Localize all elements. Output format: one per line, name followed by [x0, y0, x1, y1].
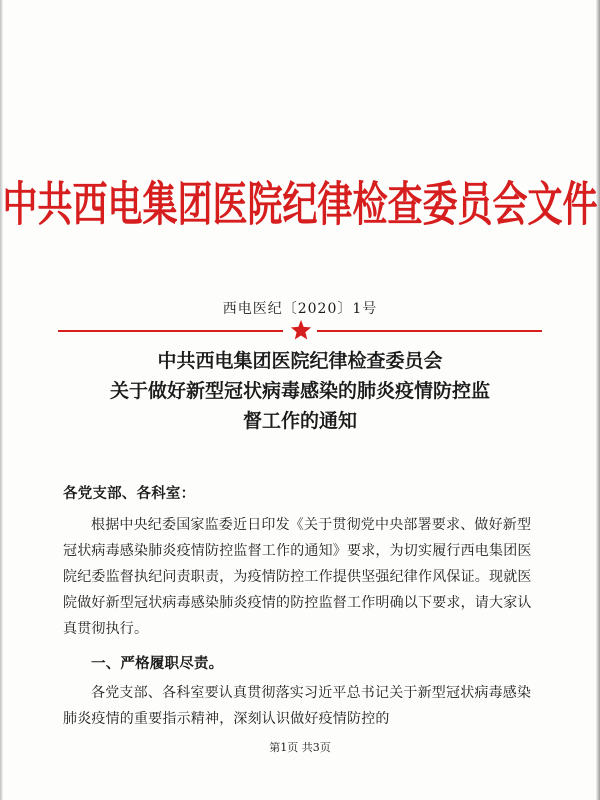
title-line-2: 关于做好新型冠状病毒感染的肺炎疫情防控监 — [109, 380, 490, 402]
red-divider — [58, 323, 542, 339]
document-number: 西电医纪〔2020〕1号 — [222, 301, 378, 317]
divider-line-right — [317, 330, 542, 332]
page-footer: 第1页 共3页 — [269, 741, 331, 754]
star-icon — [290, 319, 312, 341]
page-edge-right — [596, 0, 600, 800]
title-line-3: 督工作的通知 — [242, 410, 357, 432]
salutation: 各党支部、各科室： — [63, 485, 196, 502]
paragraph-2: 各党支部、各科室要认真贯彻落实习近平总书记关于新型冠状病毒感染肺炎疫情的重要指示精神，深刻认识做好疫情防控的 — [63, 685, 532, 727]
paragraph-1: 根据中央纪委国家监委近日印发《关于贯彻党中央部署要求、做好新型冠状病毒感染肺炎疫情防控监督工作的通知》要求，为切实履行西电集团医院纪委监督执纪问责职责，为疫情防控工作提供坚强纪律作风保证。现就医院做好新型冠状病毒感染肺炎疫情的防控监督工作明确以下要求，请大家认真贯彻执行。 — [63, 517, 532, 637]
title-line-1: 中共西电集团医院纪律检查委员会 — [157, 350, 443, 372]
page-edge-left — [0, 0, 3, 800]
document-title — [40, 346, 560, 436]
red-masthead: 中共西电集团医院纪律检查委员会文件 — [2, 178, 598, 233]
divider-line-left — [58, 330, 283, 332]
section-heading-1: 一、严格履职尽责。 — [91, 655, 224, 672]
